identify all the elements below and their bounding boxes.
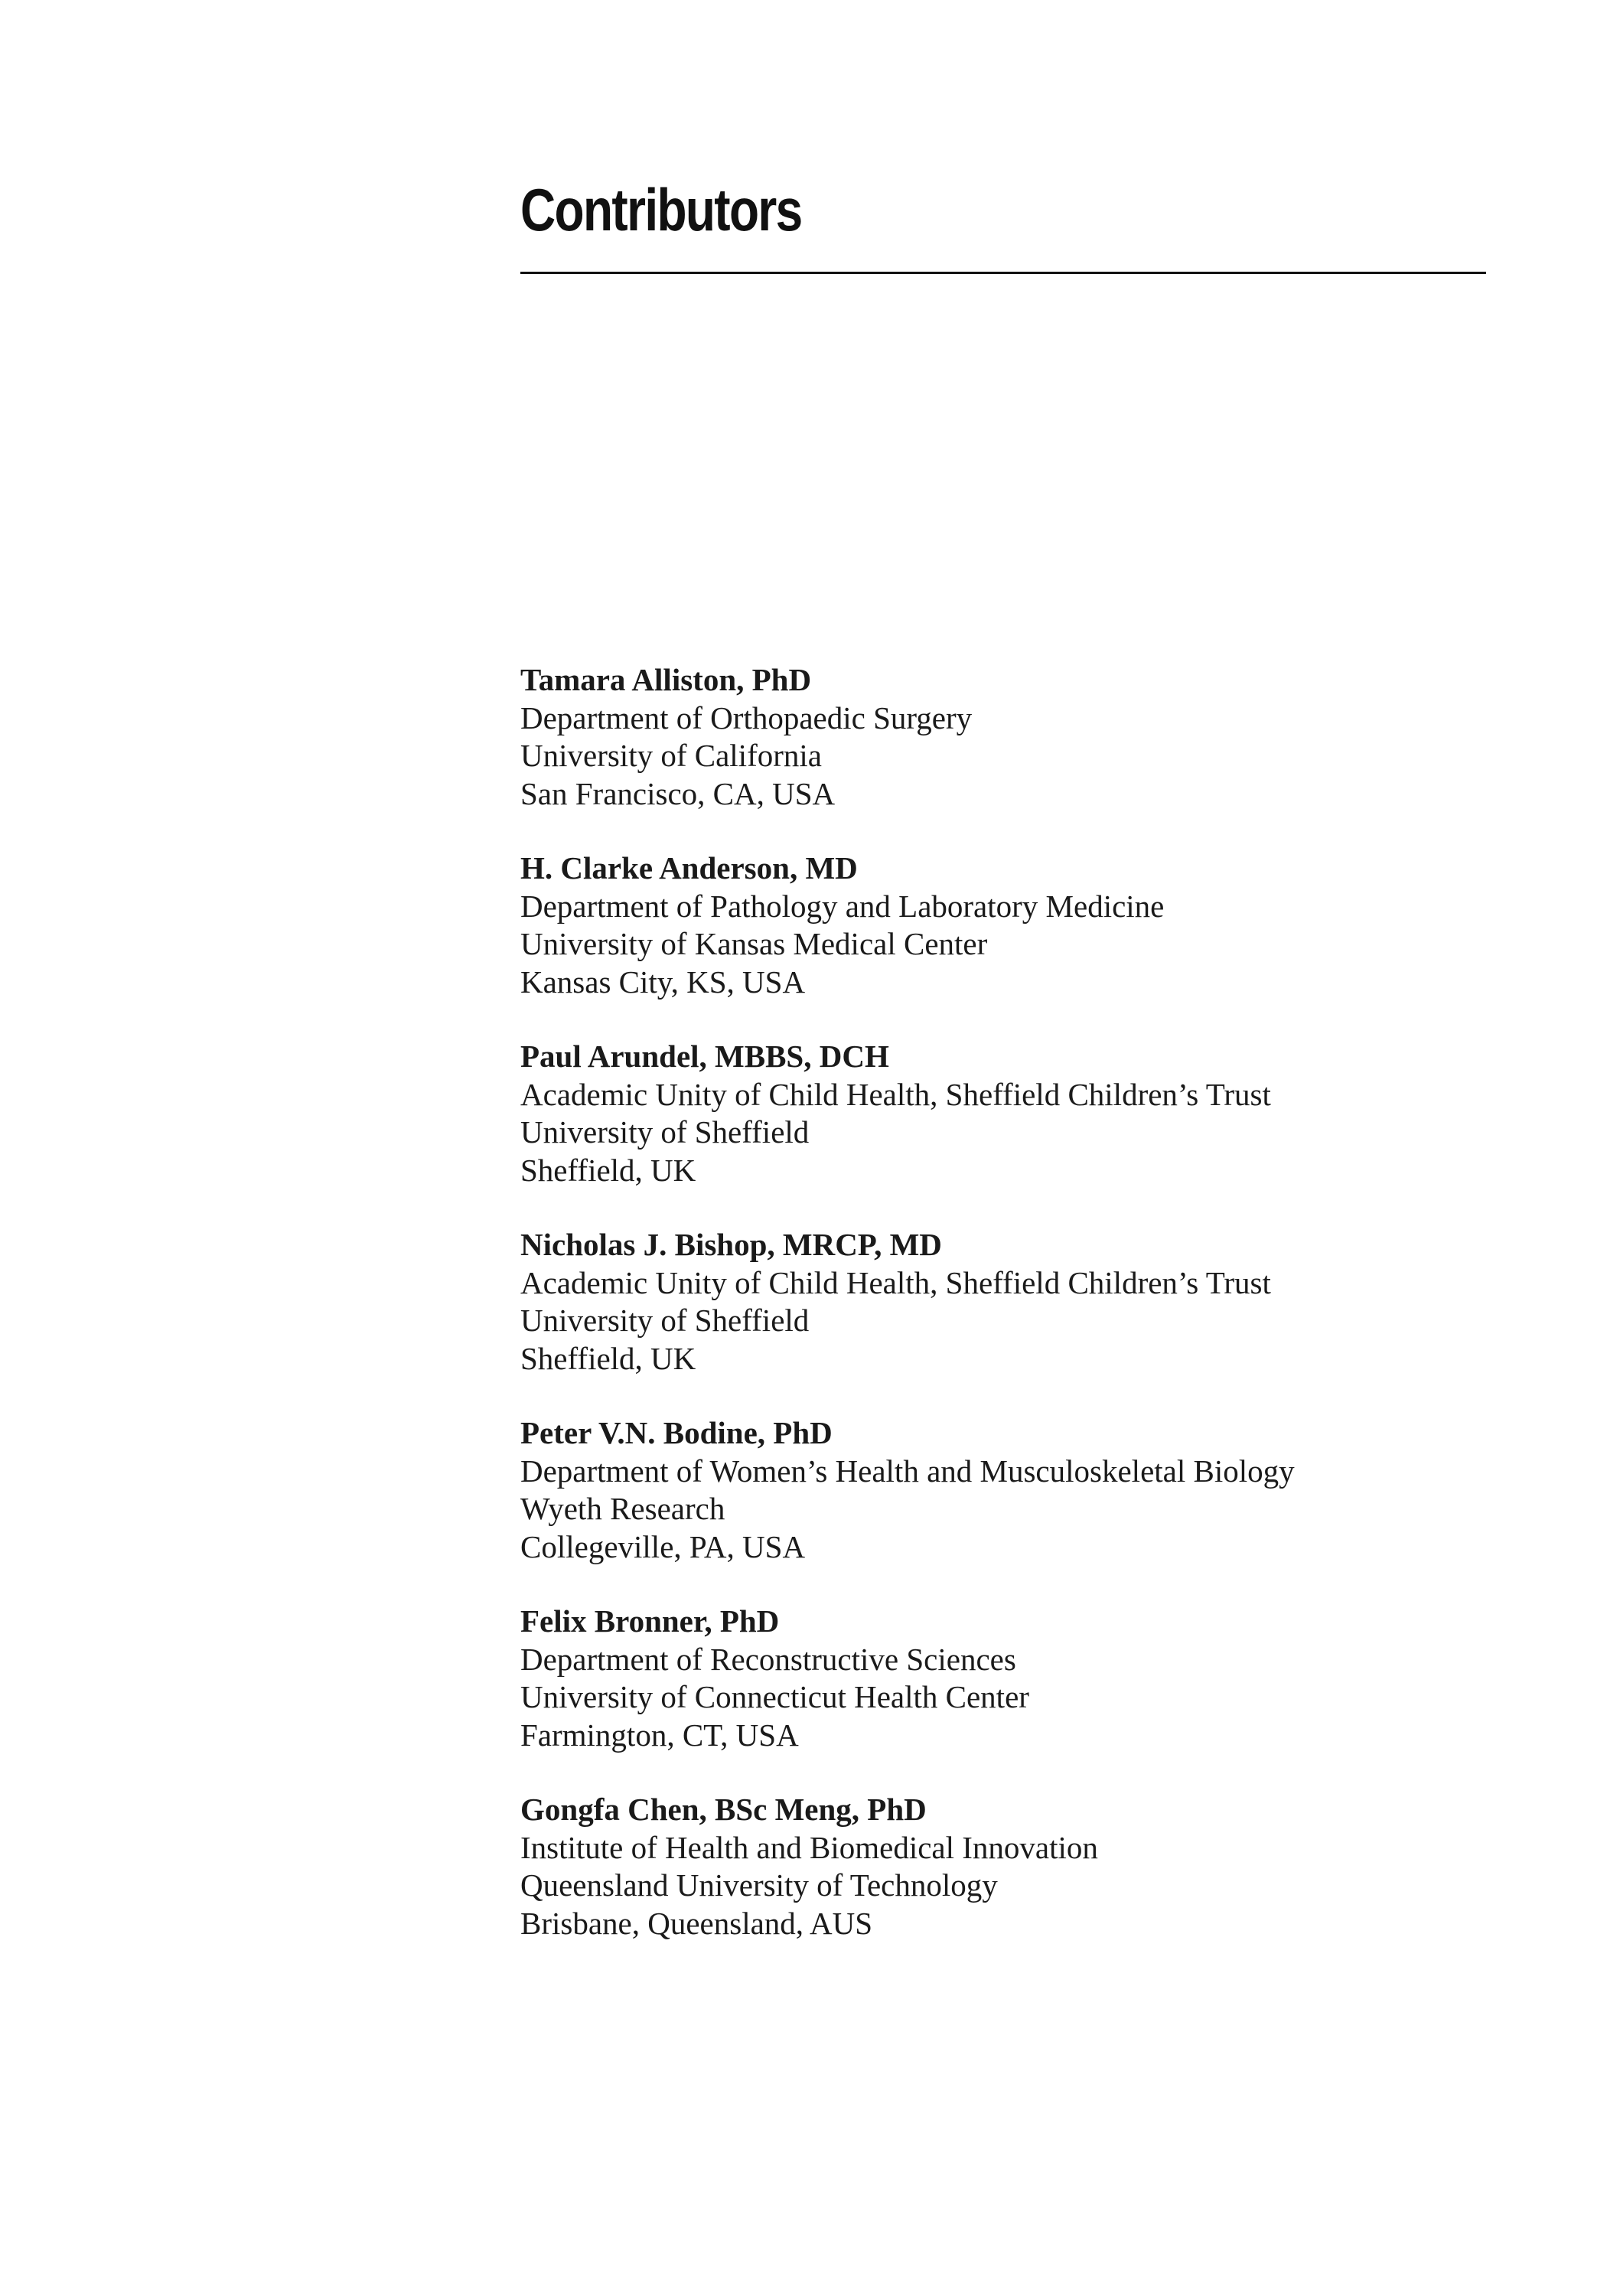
contributor-entry [520,1414,1515,1566]
contributor-location: San Francisco, CA, USA [520,775,836,811]
contributor-department: Department of Reconstructive Sciences [520,1641,1016,1677]
contributor-institution: Wyeth Research [520,1491,725,1526]
contributor-location: Sheffield, UK [520,1152,696,1188]
contributor-institution: University of Sheffield [520,1303,810,1338]
contributor-department: Academic Unity of Child Health, Sheffield Children’s Trust [520,1076,1271,1112]
title-rule [520,272,1486,274]
contributor-name: H. Clarke Anderson, MD [520,850,858,885]
contributor-department: Department of Pathology and Laboratory Medicine [520,888,1165,924]
contributor-entry [520,1603,1515,1754]
contributor-entry [520,1226,1515,1378]
contributor-department: Academic Unity of Child Health, Sheffield Children’s Trust [520,1264,1271,1300]
contributor-department: Department of Women’s Health and Musculoskeletal Biology [520,1453,1295,1489]
contributor-institution: University of Kansas Medical Center [520,926,988,961]
contributor-name: Peter V.N. Bodine, PhD [520,1415,833,1450]
contributor-institution: University of California [520,738,822,773]
contributor-name: Felix Bronner, PhD [520,1603,780,1639]
contributor-department: Department of Orthopaedic Surgery [520,700,973,735]
contributor-institution: University of Connecticut Health Center [520,1679,1029,1714]
contributor-name: Nicholas J. Bishop, MRCP, MD [520,1227,942,1262]
contributor-institution: Queensland University of Technology [520,1867,998,1903]
contributor-entry [520,1791,1515,1942]
contributor-location: Sheffield, UK [520,1340,696,1376]
contributor-department: Institute of Health and Biomedical Innovation [520,1829,1098,1865]
contributor-name: Gongfa Chen, BSc Meng, PhD [520,1792,927,1827]
contributor-entry [520,850,1515,1001]
contributor-location: Collegeville, PA, USA [520,1528,806,1564]
contributor-location: Farmington, CT, USA [520,1717,799,1753]
contributor-entry [520,661,1515,813]
contributor-location: Brisbane, Queensland, AUS [520,1905,873,1941]
contributor-entry [520,1038,1515,1189]
contributor-name: Paul Arundel, MBBS, DCH [520,1039,889,1074]
contributor-name: Tamara Alliston, PhD [520,662,812,697]
contributor-list [520,661,1515,1979]
page-title: Contributors [520,176,802,243]
contributor-institution: University of Sheffield [520,1114,810,1150]
contributor-location: Kansas City, KS, USA [520,964,806,1000]
